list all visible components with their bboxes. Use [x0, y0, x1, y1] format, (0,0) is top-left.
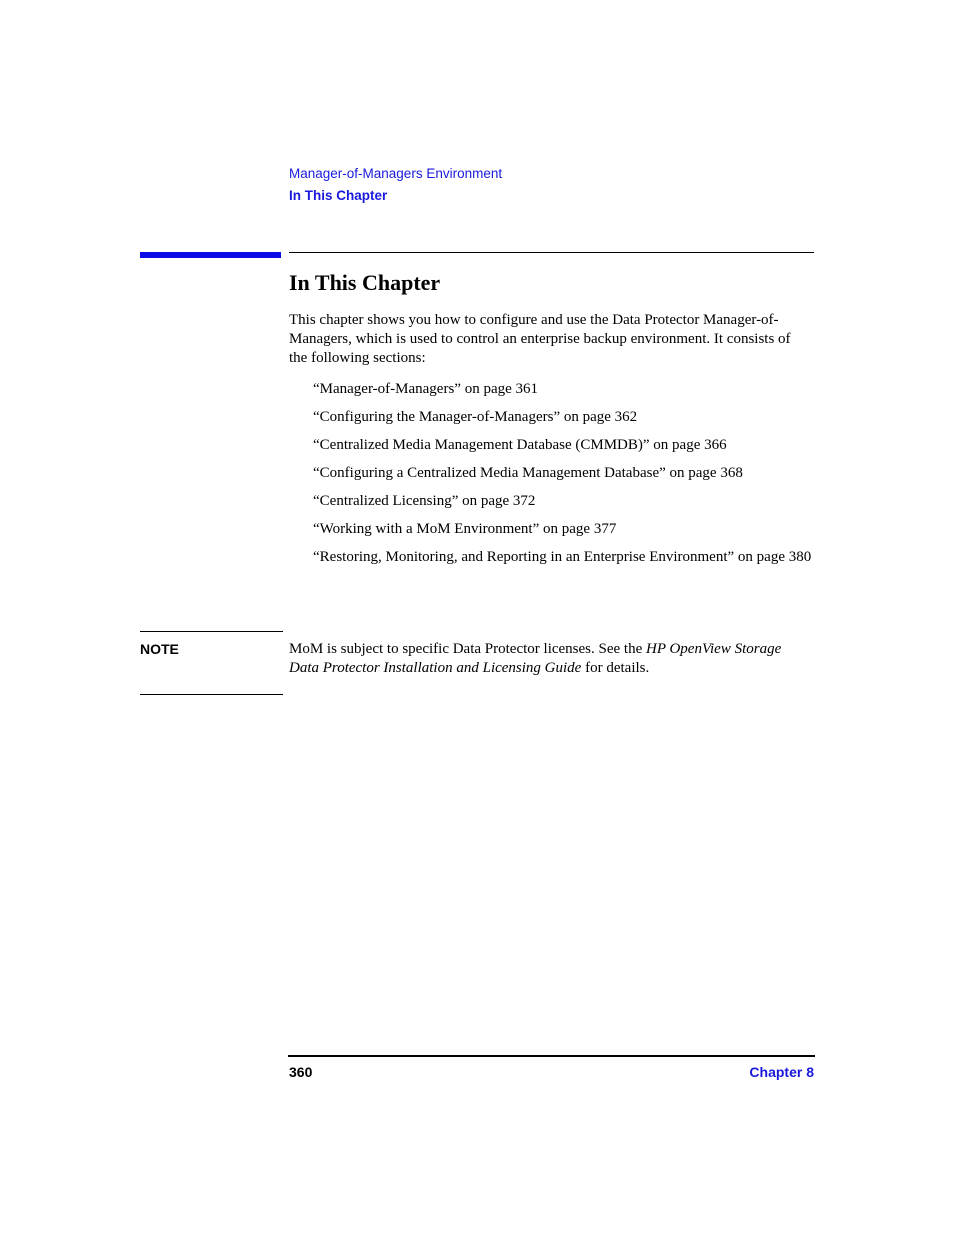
list-item[interactable]: “Centralized Media Management Database (CMMDB)” on page 366: [313, 437, 727, 453]
running-header-chapter: Manager-of-Managers Environment: [289, 166, 503, 181]
list-item[interactable]: “Configuring the Manager-of-Managers” on page 362: [313, 409, 638, 425]
intro-paragraph: This chapter shows you how to configure and use the Data Protector Manager-of-Managers, which is used to control an enterprise backup environment. It consists of the following sections:: [289, 312, 791, 366]
note-rule-top: [140, 631, 283, 632]
list-item[interactable]: “Manager-of-Managers” on page 361: [313, 381, 539, 397]
page-number: 360: [289, 1064, 313, 1080]
note-text-after: for details.: [581, 660, 650, 676]
note-label: NOTE: [140, 641, 179, 657]
section-list: [313, 380, 813, 576]
footer-divider: [288, 1055, 815, 1057]
page-title: In This Chapter: [289, 270, 441, 295]
footer-chapter-label: Chapter 8: [749, 1064, 814, 1080]
note-rule-bottom: [140, 694, 283, 695]
list-item[interactable]: “Configuring a Centralized Media Management Database” on page 368: [313, 465, 743, 481]
guide-title: HP OpenView Storage Data Protector Installation and Licensing Guide: [289, 641, 782, 676]
list-item[interactable]: “Centralized Licensing” on page 372: [313, 493, 536, 509]
running-header-section: In This Chapter: [289, 188, 388, 203]
section-divider: [289, 252, 814, 253]
note-text: [289, 640, 814, 678]
list-item[interactable]: “Restoring, Monitoring, and Reporting in an Enterprise Environment” on page 380: [313, 549, 812, 565]
note-text-before: MoM is subject to specific Data Protector licenses. See the: [289, 641, 646, 657]
chapter-accent-bar: [140, 252, 281, 258]
list-item[interactable]: “Working with a MoM Environment” on page 377: [313, 521, 617, 537]
